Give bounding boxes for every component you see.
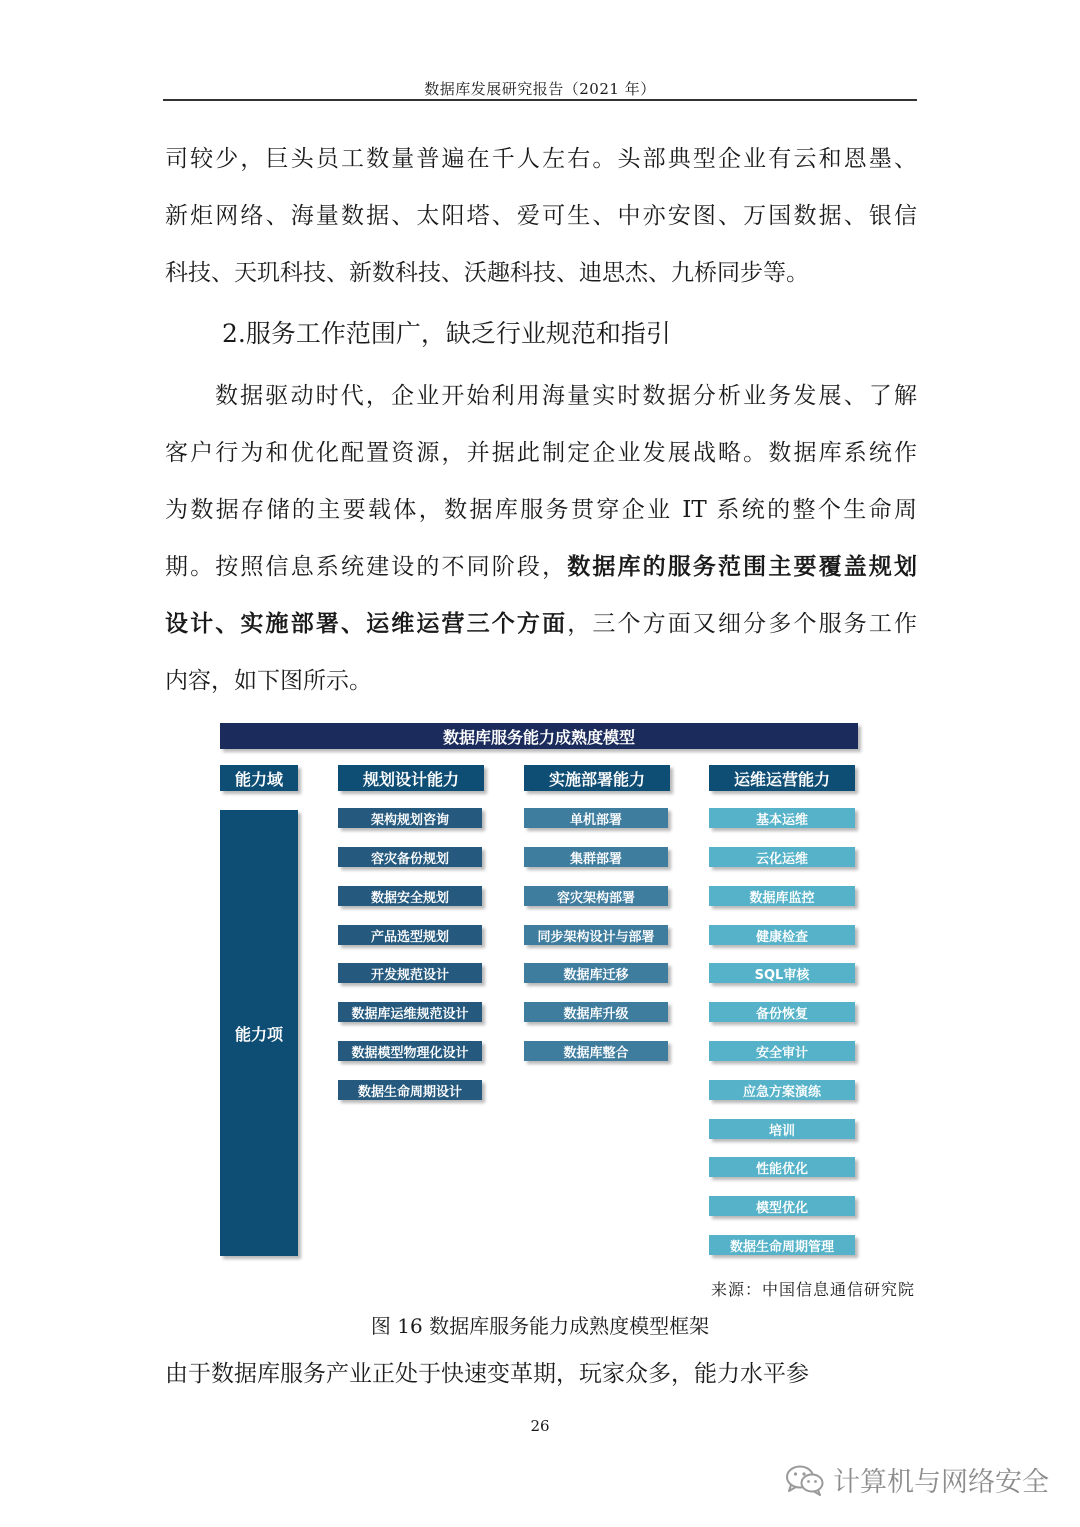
capability-item: SQL审核 [709, 963, 855, 983]
capability-item: 培训 [709, 1119, 855, 1139]
capability-item: 数据安全规划 [338, 886, 482, 906]
body-line: 客户行为和优化配置资源，并据此制定企业发展战略。数据库系统作 [165, 440, 917, 466]
page-number: 26 [530, 1417, 550, 1435]
capability-item: 性能优化 [709, 1157, 855, 1177]
watermark [785, 1460, 1049, 1499]
capability-item: 容灾架构部署 [524, 886, 668, 906]
capability-item: 开发规范设计 [338, 963, 482, 983]
column-header: 运维运营能力 [709, 765, 855, 791]
page-header: 数据库发展研究报告（2021 年） [424, 80, 656, 98]
capability-item: 数据库升级 [524, 1002, 668, 1022]
column-header: 规划设计能力 [338, 765, 484, 791]
body-line [165, 551, 917, 583]
capability-item: 单机部署 [524, 808, 668, 828]
body-line [165, 608, 917, 640]
capability-item: 备份恢复 [709, 1002, 855, 1022]
section-heading: 2.服务工作范围广，缺乏行业规范和指引 [222, 319, 671, 348]
capability-item: 产品选型规划 [338, 925, 482, 945]
body-line: 内容，如下图所示。 [165, 668, 372, 694]
capability-item: 应急方案演练 [709, 1080, 855, 1100]
capability-item: 数据库运维规范设计 [338, 1002, 482, 1022]
capability-item: 容灾备份规划 [338, 847, 482, 867]
body-line: 新炬网络、海量数据、太阳塔、爱可生、中亦安图、万国数据、银信 [165, 203, 917, 229]
capability-item: 安全审计 [709, 1041, 855, 1061]
capability-item: 数据模型物理化设计 [338, 1041, 482, 1061]
capability-item: 同步架构设计与部署 [524, 925, 668, 945]
body-line: 司较少，巨头员工数量普遍在千人左右。头部典型企业有云和恩墨、 [165, 146, 917, 172]
figure-title: 数据库服务能力成熟度模型 [220, 723, 858, 749]
capability-item: 数据生命周期管理 [709, 1235, 855, 1255]
items-label: 能力项 [220, 810, 298, 1256]
maturity-model-figure [218, 720, 862, 1262]
body-text: ，三个方面又细分多个服务工作 [567, 611, 918, 637]
wechat-icon [785, 1464, 825, 1496]
header-divider [163, 99, 917, 101]
body-line: 为数据存储的主要载体，数据库服务贯穿企业 IT 系统的整个生命周 [165, 497, 917, 523]
capability-item: 数据生命周期设计 [338, 1080, 482, 1100]
emphasis-text: 设计、实施部署、运维运营三个方面 [165, 611, 568, 637]
figure-caption: 图 16 数据库服务能力成熟度模型框架 [370, 1314, 710, 1338]
body-line: 科技、天玑科技、新数科技、沃趣科技、迪思杰、九桥同步等。 [165, 260, 809, 286]
capability-item: 模型优化 [709, 1196, 855, 1216]
capability-item: 云化运维 [709, 847, 855, 867]
capability-item: 基本运维 [709, 808, 855, 828]
emphasis-text: 数据库的服务范围主要覆盖规划 [567, 554, 918, 580]
body-text: 期。按照信息系统建设的不同阶段， [165, 554, 568, 580]
column-header: 实施部署能力 [524, 765, 670, 791]
capability-item: 数据库整合 [524, 1041, 668, 1061]
capability-item: 数据库监控 [709, 886, 855, 906]
capability-item: 架构规划咨询 [338, 808, 482, 828]
watermark-text: 计算机与网络安全 [833, 1467, 1049, 1498]
figure-source: 来源：中国信息通信研究院 [710, 1280, 915, 1299]
capability-item: 健康检查 [709, 925, 855, 945]
body-line: 数据驱动时代，企业开始利用海量实时数据分析业务发展、了解 [215, 383, 917, 409]
domain-label: 能力域 [220, 765, 298, 791]
body-line: 由于数据库服务产业正处于快速变革期，玩家众多，能力水平参 [165, 1361, 809, 1387]
capability-item: 集群部署 [524, 847, 668, 867]
capability-item: 数据库迁移 [524, 963, 668, 983]
